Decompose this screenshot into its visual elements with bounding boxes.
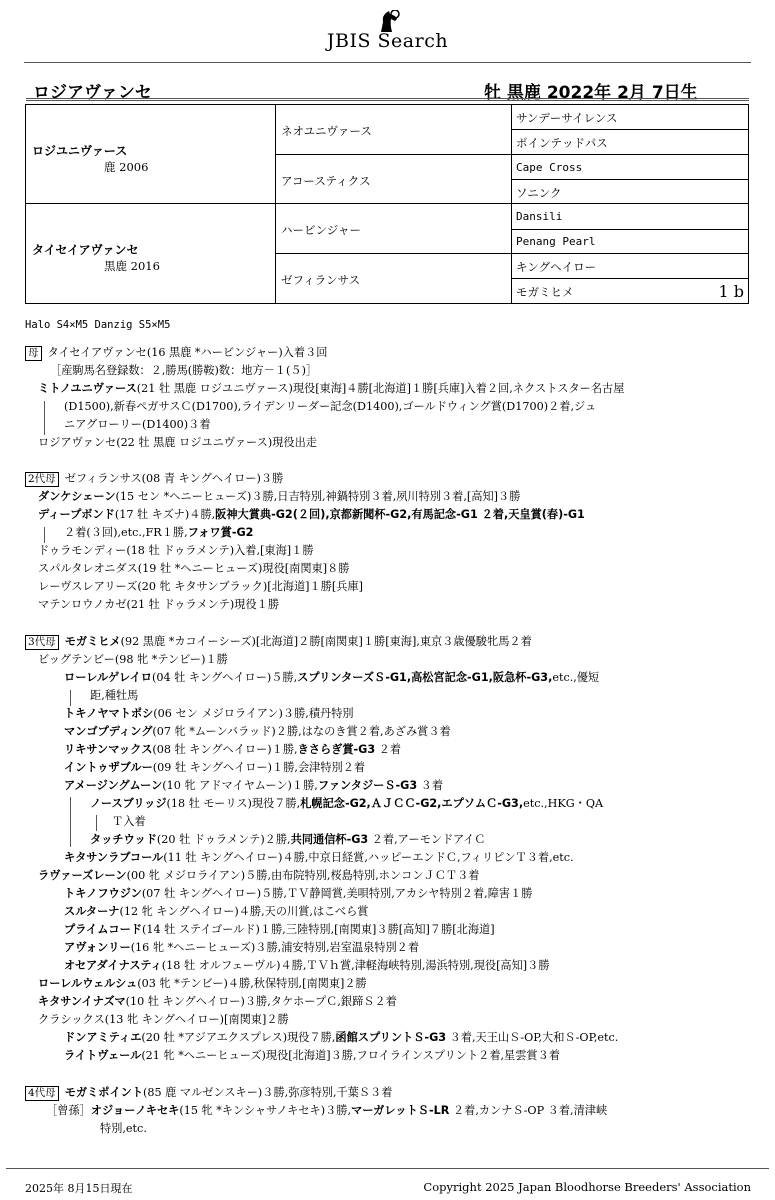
horse-link[interactable]: オセアダイナスティ xyxy=(64,959,162,972)
race-highlight: 阪神大賞典-G2(２回),京都新聞杯-G2,有馬記念-G1 ２着,天皇賞(春)-G1 xyxy=(215,508,585,521)
record-text: (16 牝 *ヘニーヒューズ)３勝,浦安特別,岩室温泉特別２着 xyxy=(130,941,420,954)
generation-tag: 3代母 xyxy=(25,635,59,650)
record-text: (15 牝 *キンシャサノキセキ)３勝, xyxy=(179,1104,352,1117)
family-line xyxy=(64,416,211,434)
record-text: (20 牡 ドゥラメンテ)２勝, xyxy=(156,833,291,846)
family-line xyxy=(90,831,486,849)
race-highlight: マーガレットＳ-LR xyxy=(351,1104,450,1117)
horse-link[interactable]: タッチウッド xyxy=(90,833,157,846)
record-text: (14 牡 ステイゴールド)１勝,三陸特別,[南関東]３勝[高知]７勝[北海道] xyxy=(141,923,495,936)
horse-link[interactable]: ディープボンド xyxy=(38,508,115,521)
family-line xyxy=(64,669,599,687)
horse-link[interactable]: ドンアミティエ xyxy=(64,1031,142,1044)
generation-tag: 4代母 xyxy=(25,1086,59,1101)
family-line xyxy=(38,506,585,524)
generation-tag: 母 xyxy=(25,346,42,361)
family-line xyxy=(38,578,363,596)
record-text: ２着,アーモンドアイＣ xyxy=(368,833,486,846)
family-line xyxy=(64,957,550,975)
record-text: (08 牡 キングヘイロー)１勝, xyxy=(152,743,298,756)
record-text: (92 黒鹿 *カコイーシーズ)[北海道]２勝[南関東]１勝[東海],東京３歳優駿牝馬２着 xyxy=(120,635,532,648)
record-text: (20 牡 *アジアエクスプレス)現役７勝, xyxy=(141,1031,336,1044)
family-line xyxy=(38,488,520,506)
horse-link[interactable]: モガミヒメ xyxy=(64,635,121,648)
record-text: クラシックス(13 牝 キングヘイロー)[南関東]２勝 xyxy=(38,1013,289,1026)
record-text: 距,種牡馬 xyxy=(90,689,139,702)
record-text: (21 牝 *ヘニーヒューズ)現役[北海道]３勝,フロイラインスプリント２着,星雲賞３着 xyxy=(141,1049,560,1062)
family-line xyxy=(64,705,354,723)
record-text: (18 牡 オルフェーヴル)４勝,ＴＶｈ賞,津軽海峡特別,湯浜特別,現役[高知]３勝 xyxy=(161,959,550,972)
sss[interactable]: サンデーサイレンス xyxy=(516,111,618,125)
record-text: Ｔ入着 xyxy=(112,815,146,828)
family-line xyxy=(38,651,228,669)
family-line xyxy=(25,633,532,651)
sire-name[interactable]: ロジユニヴァース xyxy=(32,144,128,158)
family-line xyxy=(64,741,401,759)
record-text: ２着(３回),etc.,FR１勝, xyxy=(64,526,188,539)
family-line xyxy=(38,380,624,398)
family-line xyxy=(64,903,368,921)
record-text: (07 牝 *ムーンバラッド)２勝,はなのき賞２着,あざみ賞３着 xyxy=(152,725,451,738)
family-line xyxy=(64,885,532,903)
record-text: ［産駒馬名登録数：２,勝馬(勝鞍)数：地方－１(５)］ xyxy=(50,364,318,377)
horse-link[interactable]: ミトノユニヴァース xyxy=(38,382,137,395)
record-text: 特別,etc. xyxy=(100,1122,147,1135)
record-text: (04 牡 キングヘイロー)５勝, xyxy=(152,671,298,684)
dam-dam[interactable]: ゼフィランサス xyxy=(281,273,361,287)
family-line xyxy=(64,398,596,416)
family-line xyxy=(64,1029,618,1047)
record-text: (06 セン メジロライアン)３勝,積丹特別 xyxy=(153,707,354,720)
family-line xyxy=(64,1047,560,1065)
family-line xyxy=(64,777,443,795)
record-text: ３着 xyxy=(417,779,444,792)
sds[interactable]: Cape Cross xyxy=(516,161,583,174)
record-text: (10 牝 アドマイヤムーン)１勝, xyxy=(162,779,318,792)
record-text: ゼフィランサス(08 青 キングヘイロー)３勝 xyxy=(64,472,284,485)
dam-sire[interactable]: ハービンジャー xyxy=(281,223,361,237)
record-text: (07 牡 キングヘイロー)５勝,ＴＶ静岡賞,美唄特別,アカシヤ特別２着,障害１勝 xyxy=(141,887,533,900)
record-text: etc.,HKG・QA xyxy=(523,797,604,810)
race-highlight: 共同通信杯-G3 xyxy=(290,833,369,846)
horse-link[interactable]: アヴォンリー xyxy=(64,941,131,954)
record-text: (D1500),新春ペガサスＣ(D1700),ライデンリーダー記念(D1400),ゴールドウィング賞(D1700)２着,ジュ xyxy=(64,400,597,413)
family-line xyxy=(112,813,146,831)
horse-link[interactable]: ローレルゲレイロ xyxy=(64,671,152,684)
record-text: レーヴスレアリーズ(20 牝 キタサンブラック)[北海道]１勝[兵庫] xyxy=(38,580,363,593)
family-line xyxy=(38,1011,289,1029)
footer-rule xyxy=(6,1168,769,1169)
horse-link[interactable]: アメージングムーン xyxy=(64,779,163,792)
record-text: (17 牡 キズナ)４勝, xyxy=(114,508,216,521)
family-line xyxy=(100,1120,147,1138)
tree-bar xyxy=(44,401,45,435)
generation-tag: 2代母 xyxy=(25,472,59,487)
family-line xyxy=(64,759,365,777)
record-text: ドゥラモンディー(18 牡 ドゥラメンテ)入着,[東海]１勝 xyxy=(38,544,314,557)
horse-link[interactable]: ノースブリッジ xyxy=(90,797,167,810)
race-highlight: 札幌記念-G2,ＡＪＣＣ-G2,エプソムＣ-G3, xyxy=(300,797,524,810)
record-text: (00 牝 メジロライアン)５勝,由布院特別,桜島特別,ホンコンＪＣＴ３着 xyxy=(126,869,480,882)
record-text: (85 鹿 マルゼンスキー)３勝,弥彦特別,千葉Ｓ３着 xyxy=(143,1086,393,1099)
dam-name[interactable]: タイセイアヴァンセ xyxy=(32,243,139,257)
record-text: スパルタレオニダス(19 牡 *ヘニーヒューズ)現役[南関東]８勝 xyxy=(38,562,350,575)
tree-bar xyxy=(44,527,45,543)
family-line xyxy=(50,362,317,380)
record-text: マテンロウノカゼ(21 牡 ドゥラメンテ)現役１勝 xyxy=(38,598,280,611)
horse-link[interactable]: キタサンイナズマ xyxy=(38,995,126,1008)
family-number: 1 b xyxy=(718,282,744,301)
race-highlight: きさらぎ賞-G3 xyxy=(297,743,376,756)
race-highlight: 函館スプリントＳ-G3 xyxy=(335,1031,447,1044)
record-text: タイセイアヴァンセ(16 黒鹿 *ハービンジャー)入着３回 xyxy=(47,346,328,359)
record-text: (10 牡 キングヘイロー)３勝,タケホープＣ,銀蹄Ｓ２着 xyxy=(125,995,397,1008)
family-line xyxy=(64,524,253,542)
ddd[interactable]: モガミヒメ xyxy=(516,285,574,299)
record-text: (15 セン *ヘニーヒューズ)３勝,日吉特別,神鍋特別３着,夙川特別３着,[高知]３勝 xyxy=(115,490,521,503)
record-text: (09 牡 キングヘイロー)１勝,会津特別２着 xyxy=(152,761,366,774)
horse-link[interactable]: リキサンマックス xyxy=(64,743,153,756)
race-highlight: ファンタジーＳ-G3 xyxy=(317,779,418,792)
horse-link[interactable]: オジョーノキセキ xyxy=(90,1104,180,1117)
title-rule xyxy=(26,98,749,101)
family-line xyxy=(38,867,480,885)
sire-dam[interactable]: アコースティクス xyxy=(281,174,371,188)
record-text: etc.,優短 xyxy=(552,671,600,684)
family-line xyxy=(64,723,451,741)
record-text: (03 牝 *テンビー)４勝,秋保特別,[南関東]２勝 xyxy=(137,977,367,990)
horse-link[interactable]: トキノフウジン xyxy=(64,887,142,900)
family-line xyxy=(90,795,603,813)
record-text: ニアグローリー(D1400)３着 xyxy=(64,418,211,431)
race-highlight: スプリンターズＳ-G1,高松宮記念-G1,阪急杯-G3, xyxy=(297,671,553,684)
jbis-logo[interactable] xyxy=(0,6,775,54)
dds[interactable]: キングヘイロー xyxy=(516,260,597,274)
horse-link[interactable]: ラヴァーズレーン xyxy=(38,869,127,882)
logo-text: JBIS Search xyxy=(326,30,449,52)
tree-bar xyxy=(96,815,97,831)
record-text: (11 牡 キングヘイロー)４勝,中京日経賞,ハッピーエンドＣ,フィリピンＴ３着,etc. xyxy=(163,851,574,864)
dam-info: 黒鹿 2016 xyxy=(104,259,160,273)
horse-link[interactable]: マンゴプディング xyxy=(64,725,153,738)
dss[interactable]: Dansili xyxy=(516,210,563,223)
family-line xyxy=(25,344,327,362)
horse-link[interactable]: ローレルウェルシュ xyxy=(38,977,138,990)
record-text: ロジアヴァンセ(22 牡 黒鹿 ロジユニヴァース)現役出走 xyxy=(38,436,317,449)
record-text: (21 牡 黒鹿 ロジユニヴァース)現役[東海]４勝[北海道]１勝[兵庫]入着２回,ネクストスター名古屋 xyxy=(136,382,625,395)
relation-label: ［曾孫］ xyxy=(46,1104,91,1117)
horse-link[interactable]: イントゥザブルー xyxy=(64,761,153,774)
family-line xyxy=(38,560,349,578)
inbreeding-note: Halo S4×M5 Danzig S5×M5 xyxy=(25,319,171,331)
sire-info: 鹿 2006 xyxy=(104,160,149,174)
as-of-date: 2025年 8月15日現在 xyxy=(25,1182,133,1195)
record-text: ２着,カンナＳ-OP ３着,清津峡 xyxy=(449,1104,608,1117)
dsd[interactable]: Penang Pearl xyxy=(516,235,596,248)
horse-link[interactable]: ライトヴェール xyxy=(64,1049,142,1062)
tree-bar xyxy=(70,797,71,847)
horse-profile: 牡 黒鹿 2022年 2月 7日生 xyxy=(484,83,698,103)
family-line xyxy=(38,596,279,614)
sdd[interactable]: ソニンク xyxy=(516,186,562,200)
horse-name: ロジアヴァンセ xyxy=(33,83,152,103)
family-line xyxy=(64,939,419,957)
copyright: Copyright 2025 Japan Bloodhorse Breeders' Association xyxy=(423,1180,751,1194)
family-line xyxy=(90,687,138,705)
horse-link[interactable]: プライムコード xyxy=(64,923,142,936)
sire-sire[interactable]: ネオユニヴァース xyxy=(281,124,372,138)
header-rule xyxy=(24,62,751,63)
race-highlight: フォワ賞-G2 xyxy=(187,526,254,539)
family-line xyxy=(38,975,367,993)
family-line xyxy=(38,434,317,452)
horse-link[interactable]: スルターナ xyxy=(64,905,120,918)
family-line xyxy=(25,1084,392,1102)
horse-link[interactable]: ダンケシェーン xyxy=(38,490,116,503)
horse-link[interactable]: モガミポイント xyxy=(64,1086,144,1099)
horse-link[interactable]: トキノヤマトポシ xyxy=(64,707,154,720)
record-text: (12 牝 キングヘイロー)４勝,天の川賞,はこべら賞 xyxy=(119,905,369,918)
record-text: (18 牡 モーリス)現役７勝, xyxy=(166,797,301,810)
record-text: ３着,天王山Ｓ-OP,大和Ｓ-OP,etc. xyxy=(446,1031,619,1044)
ssd[interactable]: ポインテッドパス xyxy=(516,136,608,150)
family-line xyxy=(46,1102,607,1120)
pedigree-table xyxy=(25,104,749,304)
record-text: ビッグテンビー(98 牝 *テンビー)１勝 xyxy=(38,653,228,666)
record-text: ２着 xyxy=(375,743,402,756)
tree-bar xyxy=(70,690,71,706)
family-line xyxy=(64,921,495,939)
horse-link[interactable]: キタサンラブコール xyxy=(64,851,164,864)
family-line xyxy=(64,849,574,867)
family-line xyxy=(25,470,283,488)
family-line xyxy=(38,542,314,560)
family-line xyxy=(38,993,397,1011)
